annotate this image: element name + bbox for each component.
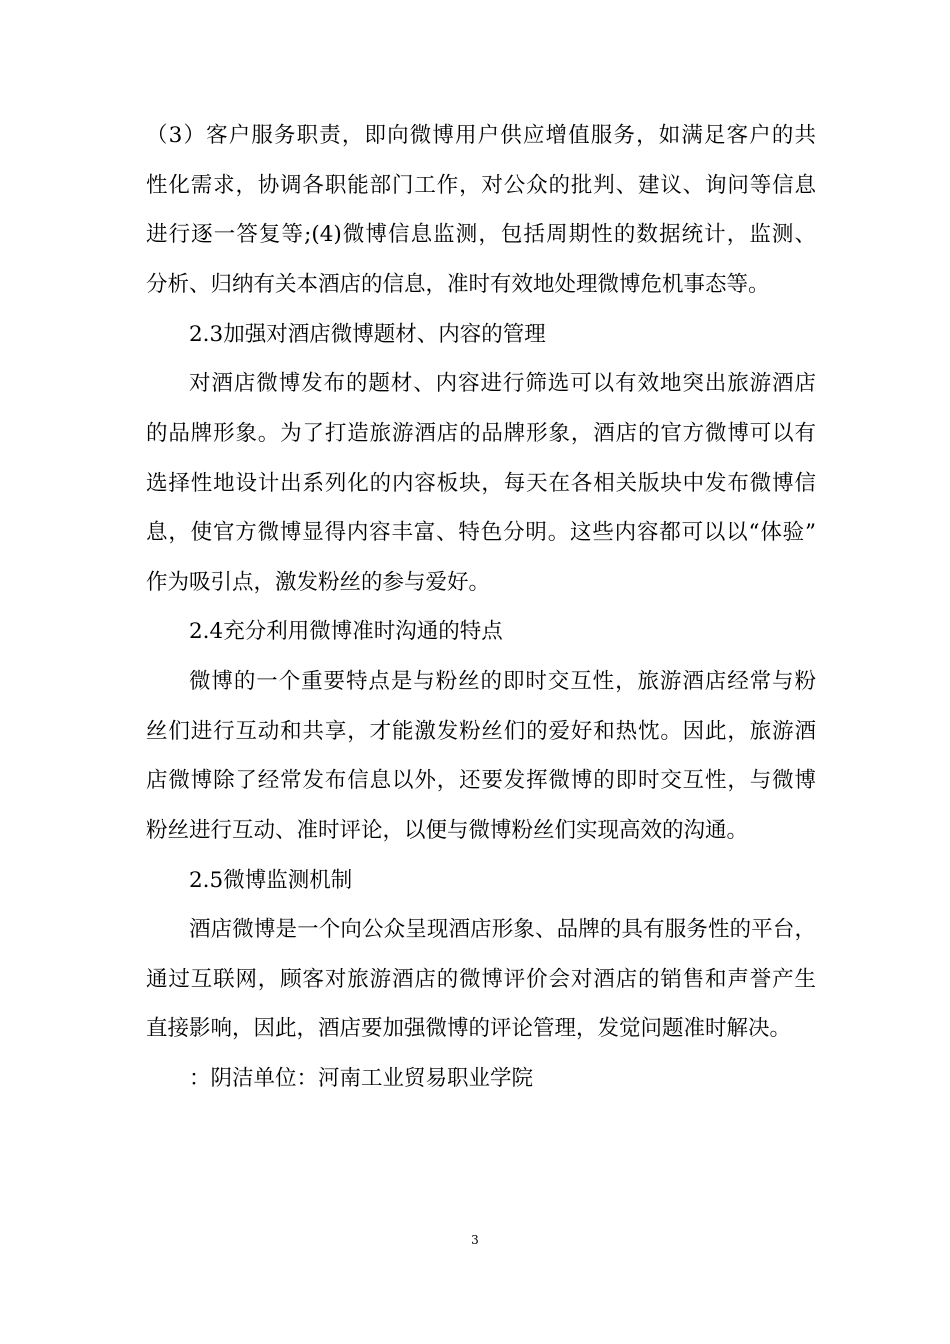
body-line: 息，使官方微博显得内容丰富、特色分明。这些内容都可以以“体验” [146, 520, 816, 545]
body-line: 选择性地设计出系列化的内容板块，每天在各相关版块中发布微博信 [146, 471, 816, 496]
body-line: 店微博除了经常发布信息以外，还要发挥微博的即时交互性，与微博 [146, 768, 816, 793]
section-heading: 2.5微博监测机制 [189, 868, 353, 893]
body-line: 丝们进行互动和共享，才能激发粉丝们的爱好和热忱。因此，旅游酒 [146, 719, 816, 744]
body-line: 分析、归纳有关本酒店的信息，准时有效地处理微博危机事态等。 [146, 272, 770, 297]
body-line: 直接影响，因此，酒店要加强微博的评论管理，发觉问题准时解决。 [146, 1016, 792, 1041]
body-line: 作为吸引点，激发粉丝的参与爱好。 [146, 570, 491, 595]
body-line: 酒店微博是一个向公众呈现酒店形象、品牌的具有服务性的平台， [189, 917, 816, 942]
body-line: 对酒店微博发布的题材、内容进行筛选可以有效地突出旅游酒店 [189, 371, 816, 396]
body-line: 粉丝进行互动、准时评论，以便与微博粉丝们实现高效的沟通。 [146, 818, 749, 843]
section-heading: 2.4充分利用微博准时沟通的特点 [189, 619, 503, 644]
author-affiliation: ：阴洁单位：河南工业贸易职业学院 [189, 1066, 534, 1091]
body-line: 的品牌形象。为了打造旅游酒店的品牌形象，酒店的官方微博可以有 [146, 421, 816, 446]
body-line: 微博的一个重要特点是与粉丝的即时交互性，旅游酒店经常与粉 [189, 669, 816, 694]
body-line: 性化需求，协调各职能部门工作，对公众的批判、建议、询问等信息 [146, 173, 816, 198]
page-number: 3 [471, 1233, 479, 1247]
body-line: 通过互联网，顾客对旅游酒店的微博评价会对酒店的销售和声誉产生 [146, 967, 816, 992]
section-heading: 2.3加强对酒店微博题材、内容的管理 [189, 322, 546, 347]
body-line: （3）客户服务职责，即向微博用户供应增值服务，如满足客户的共 [146, 123, 816, 148]
body-line: 进行逐一答复等;(4)微博信息监测，包括周期性的数据统计，监测、 [146, 222, 816, 247]
